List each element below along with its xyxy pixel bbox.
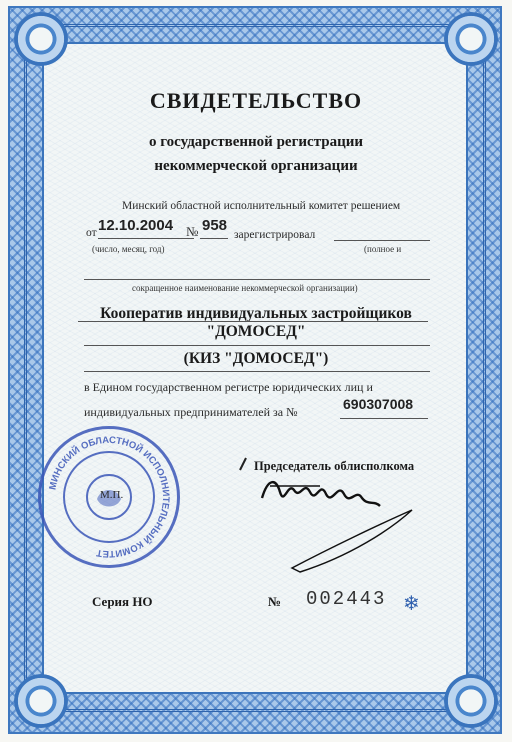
org-short-name: (КИЗ "ДОМОСЕД") — [183, 350, 329, 367]
register-number: 690307008 — [343, 396, 414, 412]
decision-date: 12.10.2004 — [98, 217, 174, 234]
series-label: Серия НО — [92, 594, 153, 609]
org-name-line-2: "ДОМОСЕД" — [206, 323, 306, 340]
subtitle-line-2: некоммерческой организации — [154, 158, 358, 174]
serial-sign: № — [268, 594, 282, 609]
date-hint: (число, месяц, год) — [92, 244, 165, 254]
certificate-title: СВИДЕТЕЛЬСТВО — [149, 88, 363, 113]
signature-tick — [240, 458, 246, 470]
from-label: от — [86, 227, 97, 239]
chairman-label: Председатель облисполкома — [254, 459, 415, 473]
org-name-line-1: Кооператив индивидуальных застройщиков — [100, 305, 412, 322]
decision-number: 958 — [202, 217, 228, 234]
stamp-ring-textpath: МИНСКИЙ ОБЛАСТНОЙ ИСПОЛНИТЕЛЬНЫЙ КОМИТЕТ — [47, 434, 172, 560]
subtitle-line-1: о государственной регистрации — [148, 134, 364, 150]
serial-number: 002443 — [306, 588, 387, 610]
full-name-hint: (полное и — [364, 244, 402, 254]
register-line-2: индивидуальных предпринимателей за № — [84, 405, 298, 419]
signature-tail — [292, 510, 412, 572]
number-sign: № — [186, 224, 199, 239]
register-line-1: в Едином государственном регистре юридических лиц и — [84, 380, 373, 394]
registered-label: зарегистрировал — [234, 229, 316, 241]
issuer-line: Минский областной исполнительный комитет решением — [122, 200, 401, 212]
name-hint: сокращенное наименование некоммерческой организации) — [132, 283, 358, 293]
mp-mark: М.П. — [100, 489, 124, 501]
snowflake-icon: ❄ — [403, 593, 420, 615]
